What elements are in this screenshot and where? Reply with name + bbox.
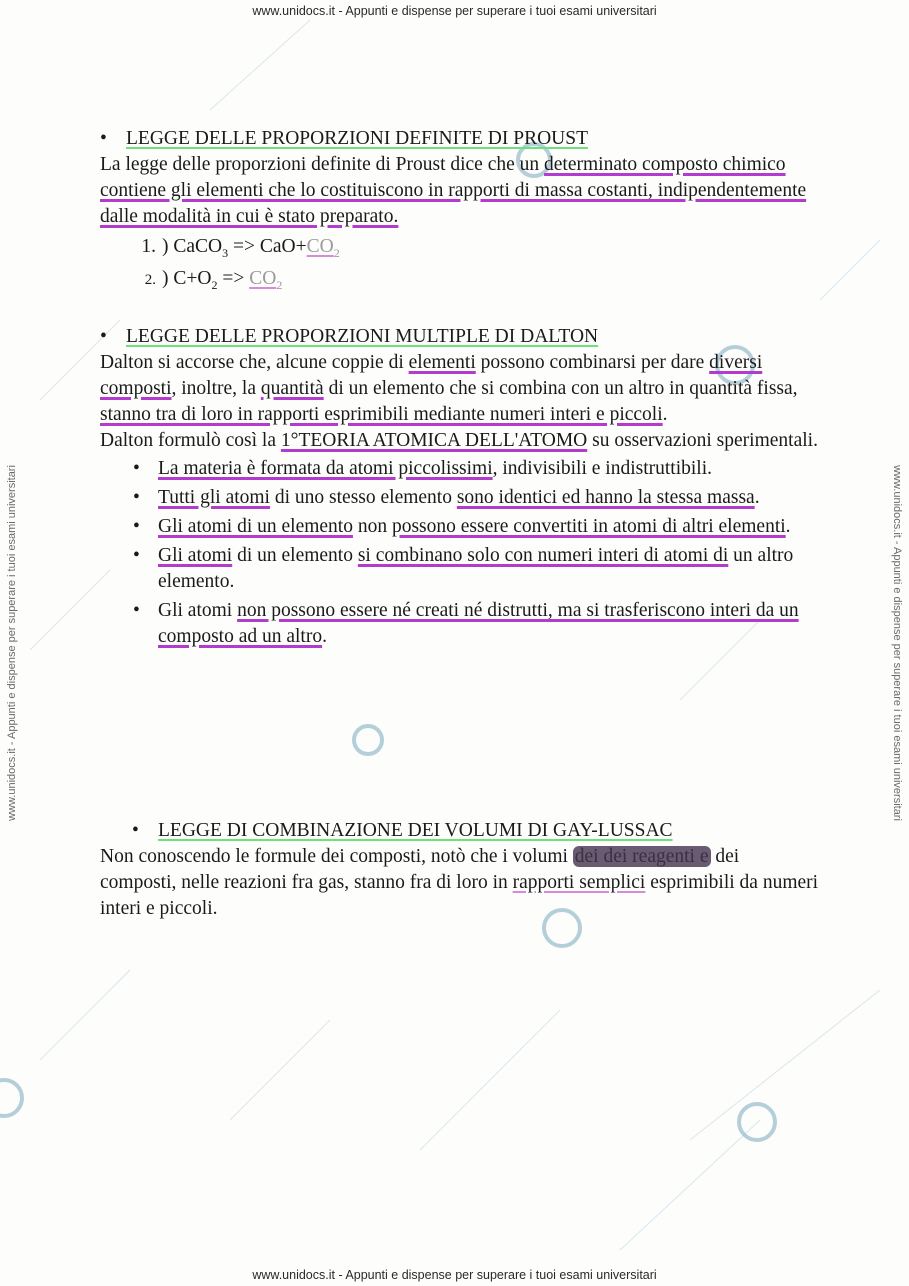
text-run: , inoltre, la	[171, 378, 261, 399]
list-item	[158, 485, 820, 511]
underlined-text: sono identici ed hanno la stessa massa	[456, 487, 755, 508]
list-item	[158, 543, 820, 595]
reactant: C+O	[173, 268, 212, 289]
paragraph	[100, 844, 820, 922]
text-run: Gli atomi	[158, 600, 238, 621]
text-run: .	[662, 404, 668, 425]
reactant: CaCO	[173, 236, 223, 257]
underlined-text: stanno tra di loro in rapporti esprimibili mediante numeri interi e piccoli	[100, 404, 663, 425]
text-run: .	[754, 487, 760, 508]
underlined-text: Gli atomi	[158, 545, 233, 566]
watermark-left: www.unidocs.it - Appunti e dispense per superare i tuoi esami universitari	[6, 465, 18, 821]
underlined-text: non possono essere né creati né distrutti, ma si trasferiscono interi da un composto ad un altro	[158, 600, 799, 647]
text-run: possono combinarsi per dare	[475, 352, 710, 373]
product: CO	[249, 268, 277, 289]
text-run: su osservazioni sperimentali.	[587, 430, 818, 451]
text-run: La legge delle proporzioni definite di Proust dice che un	[100, 154, 545, 175]
product: CO	[306, 236, 334, 257]
underlined-text: quantità	[260, 378, 324, 399]
scribbled-text: dei dei reagenti e	[574, 846, 709, 867]
list-number: 1.	[141, 236, 156, 257]
reaction-arrow: => CaO+	[228, 236, 307, 257]
reaction-arrow: =>	[217, 268, 250, 289]
subscript: 2	[276, 277, 283, 292]
text-run: Dalton si accorse che, alcune coppie di	[100, 352, 409, 373]
list-item	[158, 598, 820, 650]
underlined-text: Gli atomi di un elemento	[158, 516, 353, 537]
underlined-text: determinato composto chimico	[544, 154, 786, 175]
paragraph	[100, 152, 820, 230]
section-heading: • LEGGE DELLE PROPORZIONI DEFINITE DI PROUST	[126, 126, 820, 152]
text-run: di un elemento	[232, 545, 358, 566]
underlined-text: contiene gli elementi che lo costituiscono in rapporti di massa costanti, indipendentemente dalle modalità in cui è stato preparato.	[100, 180, 807, 227]
reaction: ) $C+O_2 => CO_2$	[162, 268, 283, 292]
subscript: 2	[333, 245, 340, 260]
paragraph	[100, 350, 820, 428]
reaction-list	[100, 234, 820, 298]
text-run: un altro elemento.	[158, 545, 794, 592]
list-item	[100, 266, 820, 298]
text-run: .	[322, 626, 327, 647]
text-run: esprimibili da numeri interi e piccoli.	[100, 872, 819, 919]
underlined-text: Tutti gli atomi	[158, 487, 270, 508]
list-item	[158, 514, 820, 540]
underlined-text: rapporti semplici	[512, 872, 646, 893]
reaction: ) CaCO$_3$ => $CaO+CO_2$	[162, 236, 340, 260]
section-proust	[100, 126, 820, 298]
paragraph	[100, 428, 820, 454]
section-heading: • LEGGE DELLE PROPORZIONI MULTIPLE DI DALTON	[126, 324, 820, 350]
underlined-text: diversi composti	[100, 352, 763, 399]
underlined-text: si combinano solo con numeri interi di atomi di	[357, 545, 729, 566]
text-run: Non conoscendo le formule dei composti, notò che i volumi	[100, 846, 573, 867]
section-gay-lussac	[100, 818, 820, 922]
bullet-list	[100, 456, 820, 650]
text-run: Dalton formulò così la	[100, 430, 281, 451]
text-run: dei composti, nelle reazioni fra gas, stanno fra di loro in	[100, 846, 740, 893]
text-run: non	[352, 516, 392, 537]
underlined-text: possono essere convertiti in atomi di altri elementi	[391, 516, 786, 537]
section-heading: • LEGGE DI COMBINAZIONE DEI VOLUMI DI GAY-LUSSAC	[158, 818, 820, 844]
list-item	[100, 234, 820, 266]
underlined-text: 1°TEORIA ATOMICA DELL'ATOMO	[280, 430, 588, 451]
underlined-text: elementi	[408, 352, 476, 373]
underlined-text: La materia è formata da atomi piccolissimi	[158, 458, 493, 479]
text-run: , indivisibili e indistruttibili.	[492, 458, 713, 479]
text-run: .	[785, 516, 791, 537]
subscript: 3	[222, 245, 229, 260]
subscript: 2	[211, 277, 218, 292]
text-run: di un elemento che si combina con un altro in quantità fissa,	[323, 378, 798, 399]
text-run: di uno stesso elemento	[269, 487, 457, 508]
list-item	[158, 456, 820, 482]
watermark-bottom: www.unidocs.it - Appunti e dispense per superare i tuoi esami universitari	[252, 1268, 657, 1282]
watermark-right: www.unidocs.it - Appunti e dispense per superare i tuoi esami universitari	[891, 465, 903, 821]
section-dalton	[100, 324, 820, 653]
watermark-top: www.unidocs.it - Appunti e dispense per superare i tuoi esami universitari	[252, 4, 657, 18]
list-number: 2.	[144, 272, 156, 288]
